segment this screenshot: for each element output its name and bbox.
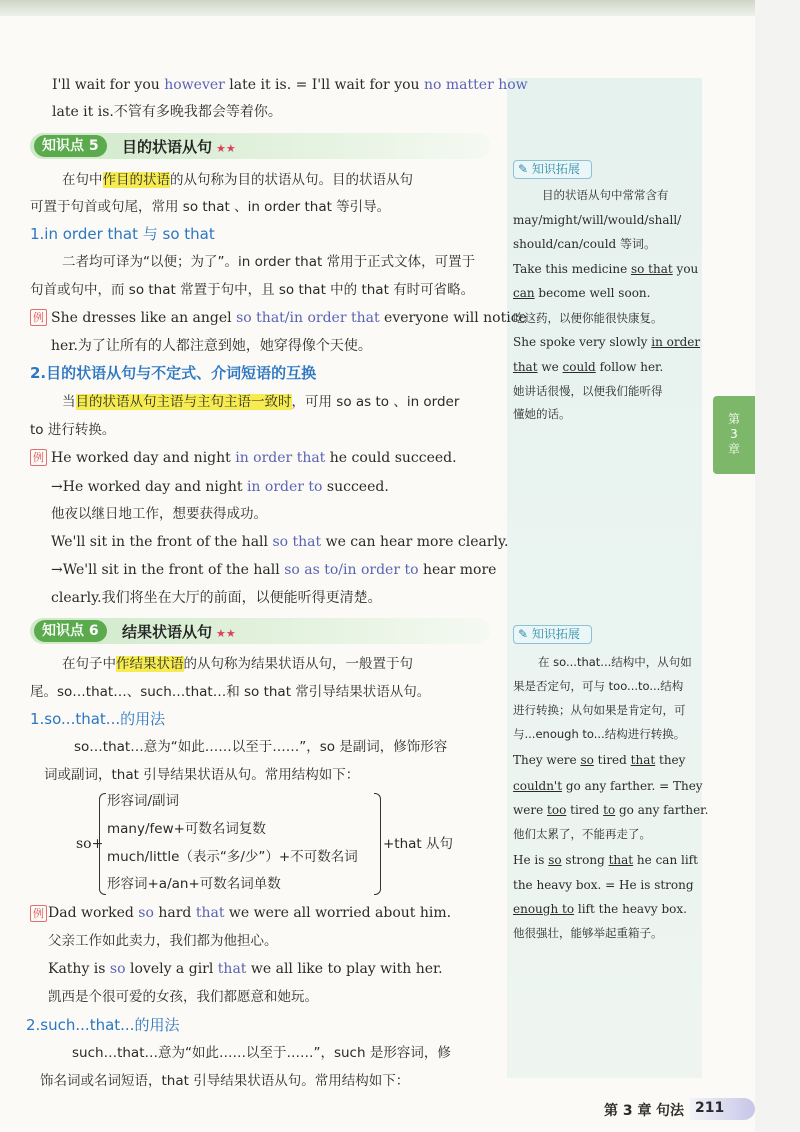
chapter-tab[interactable]: 第3章 [713, 396, 755, 474]
section-header-kp6 [30, 618, 490, 644]
sidebar-line: They were so tired that they [513, 753, 686, 767]
subheading: 2.目的状语从句与不定式、介词短语的互换 [30, 364, 317, 382]
example-line: Dad worked so hard that we were all worried about him. [48, 905, 452, 921]
sidebar-line: the heavy box. = He is strong [513, 878, 694, 892]
sidebar-line: He is so strong that he can lift [513, 853, 698, 867]
sidebar-line: enough to lift the heavy box. [513, 902, 687, 916]
sidebar-line: 她讲话很慢，以便我们能听得 [513, 384, 663, 398]
paragraph-line: 二者均可译为“以便；为了”。in order that 常用于正式文体，可置于 [62, 254, 476, 270]
subheading: 1.so...that...的用法 [30, 710, 166, 728]
example-line: →We'll sit in the front of the hall so as to/in order to hear more [51, 562, 497, 578]
knowledge-extension-tag: ✎ 知识拓展 [513, 625, 592, 644]
structure-item: many/few+可数名词复数 [107, 821, 266, 837]
paragraph-line: so…that…意为“如此……以至于……”，so 是副词，修饰形容 [74, 739, 448, 755]
sidebar-line: 果是否定句，可与 too...to...结构 [513, 679, 684, 693]
paragraph-line: 饰名词或名词短语，that 引导结果状语从句。常用结构如下： [40, 1073, 410, 1089]
example-line: her.为了让所有的人都注意到她，她穿得像个天使。 [51, 338, 372, 354]
sidebar-line: 在 so...that...结构中，从句如 [538, 655, 692, 669]
example-line: Kathy is so lovely a girl that we all like to play with her. [48, 961, 443, 977]
sidebar-line: 与...enough to...结构进行转换。 [513, 727, 686, 741]
paragraph-line: 尾。so…that…、such…that…和 so that 常引导结果状语从句。 [30, 684, 431, 700]
subheading: 2.such...that...的用法 [26, 1016, 180, 1034]
example-line: 凯西是个很可爱的女孩，我们都愿意和她玩。 [48, 989, 318, 1005]
sidebar-line: can become well soon. [513, 286, 651, 300]
example-icon: 例 [30, 449, 47, 466]
knowledge-extension-tag: ✎ 知识拓展 [513, 160, 592, 179]
example-line: →He worked day and night in order to succeed. [51, 479, 389, 495]
structure-item: 形容词/副词 [107, 793, 180, 809]
footer-chapter: 第 3 章 [604, 1103, 652, 1119]
importance-stars: ★★ [216, 142, 236, 155]
page-number: 211 [695, 1100, 725, 1116]
paragraph-line: 当目的状语从句主语与主句主语一致时，可用 so as to 、in order [62, 394, 460, 410]
sidebar-line: 目的状语从句中常常含有 [542, 188, 669, 202]
sidebar-line: 懂她的话。 [513, 407, 571, 421]
section-tag: 知识点 6 [34, 620, 107, 642]
section-title: 目的状语从句 ★★ [122, 138, 236, 156]
paragraph-line: 可置于句首或句尾，常用 so that 、in order that 等引导。 [30, 199, 391, 215]
top-edge [0, 0, 760, 16]
paragraph-line: 句首或句中，而 so that 常置于句中，且 so that 中的 that 有时可省略。 [30, 282, 475, 298]
text-line: late it is.不管有多晚我都会等着你。 [52, 104, 282, 120]
example-line: clearly.我们将坐在大厅的前面，以便能听得更清楚。 [51, 590, 382, 606]
section-tag: 知识点 5 [34, 135, 107, 157]
section-title: 结果状语从句 ★★ [122, 623, 236, 641]
sidebar-line: that we could follow her. [513, 360, 664, 374]
sidebar-line: 他们太累了，不能再走了。 [513, 827, 651, 841]
example-line: 父亲工作如此卖力，我们都为他担心。 [48, 933, 278, 949]
footer-section: 句法 [656, 1103, 684, 1119]
sidebar-line: Take this medicine so that you [513, 262, 699, 276]
paragraph-line: 在句中作目的状语的从句称为目的状语从句。目的状语从句 [62, 172, 413, 188]
sidebar-line: 进行转换；从句如果是肯定句，可 [513, 703, 686, 717]
subheading: 1.in order that 与 so that [30, 225, 215, 243]
text-line: I'll wait for you however late it is. = I'll wait for you no matter how [52, 77, 528, 93]
paragraph-line: to 进行转换。 [30, 422, 116, 438]
example-icon: 例 [30, 309, 47, 326]
example-line: We'll sit in the front of the hall so that we can hear more clearly. [51, 534, 509, 550]
sidebar-line: She spoke very slowly in order [513, 335, 701, 349]
structure-prefix: so+ [76, 836, 104, 852]
right-brace [374, 793, 381, 895]
sidebar-line: couldn't go any farther. = They [513, 779, 703, 793]
paragraph-line: 词或副词，that 引导结果状语从句。常用结构如下： [44, 767, 360, 783]
sidebar-line: may/might/will/would/shall/ [513, 213, 682, 227]
sidebar-line: 吃这药，以便你能很快康复。 [513, 311, 663, 325]
importance-stars: ★★ [216, 627, 236, 640]
left-brace [99, 793, 106, 895]
example-line: He worked day and night in order that he could succeed. [51, 450, 457, 466]
page-margin [755, 0, 800, 1132]
example-line: 他夜以继日地工作，想要获得成功。 [51, 506, 267, 522]
structure-item: 形容词+a/an+可数名词单数 [107, 876, 281, 892]
sidebar-line: were too tired to go any farther. [513, 803, 709, 817]
paragraph-line: 在句子中作结果状语的从句称为结果状语从句，一般置于句 [62, 656, 413, 672]
sidebar-line: 他很强壮，能够举起重箱子。 [513, 926, 663, 940]
paragraph-line: such…that…意为“如此……以至于……”，such 是形容词，修 [72, 1045, 451, 1061]
section-header-kp5 [30, 133, 490, 159]
example-line: She dresses like an angel so that/in order that everyone will notice [51, 310, 527, 326]
sidebar-line: should/can/could 等词。 [513, 237, 657, 251]
structure-item: much/little（表示“多/少”）+不可数名词 [107, 849, 358, 865]
structure-suffix: +that 从句 [383, 836, 454, 852]
example-icon: 例 [30, 905, 47, 922]
